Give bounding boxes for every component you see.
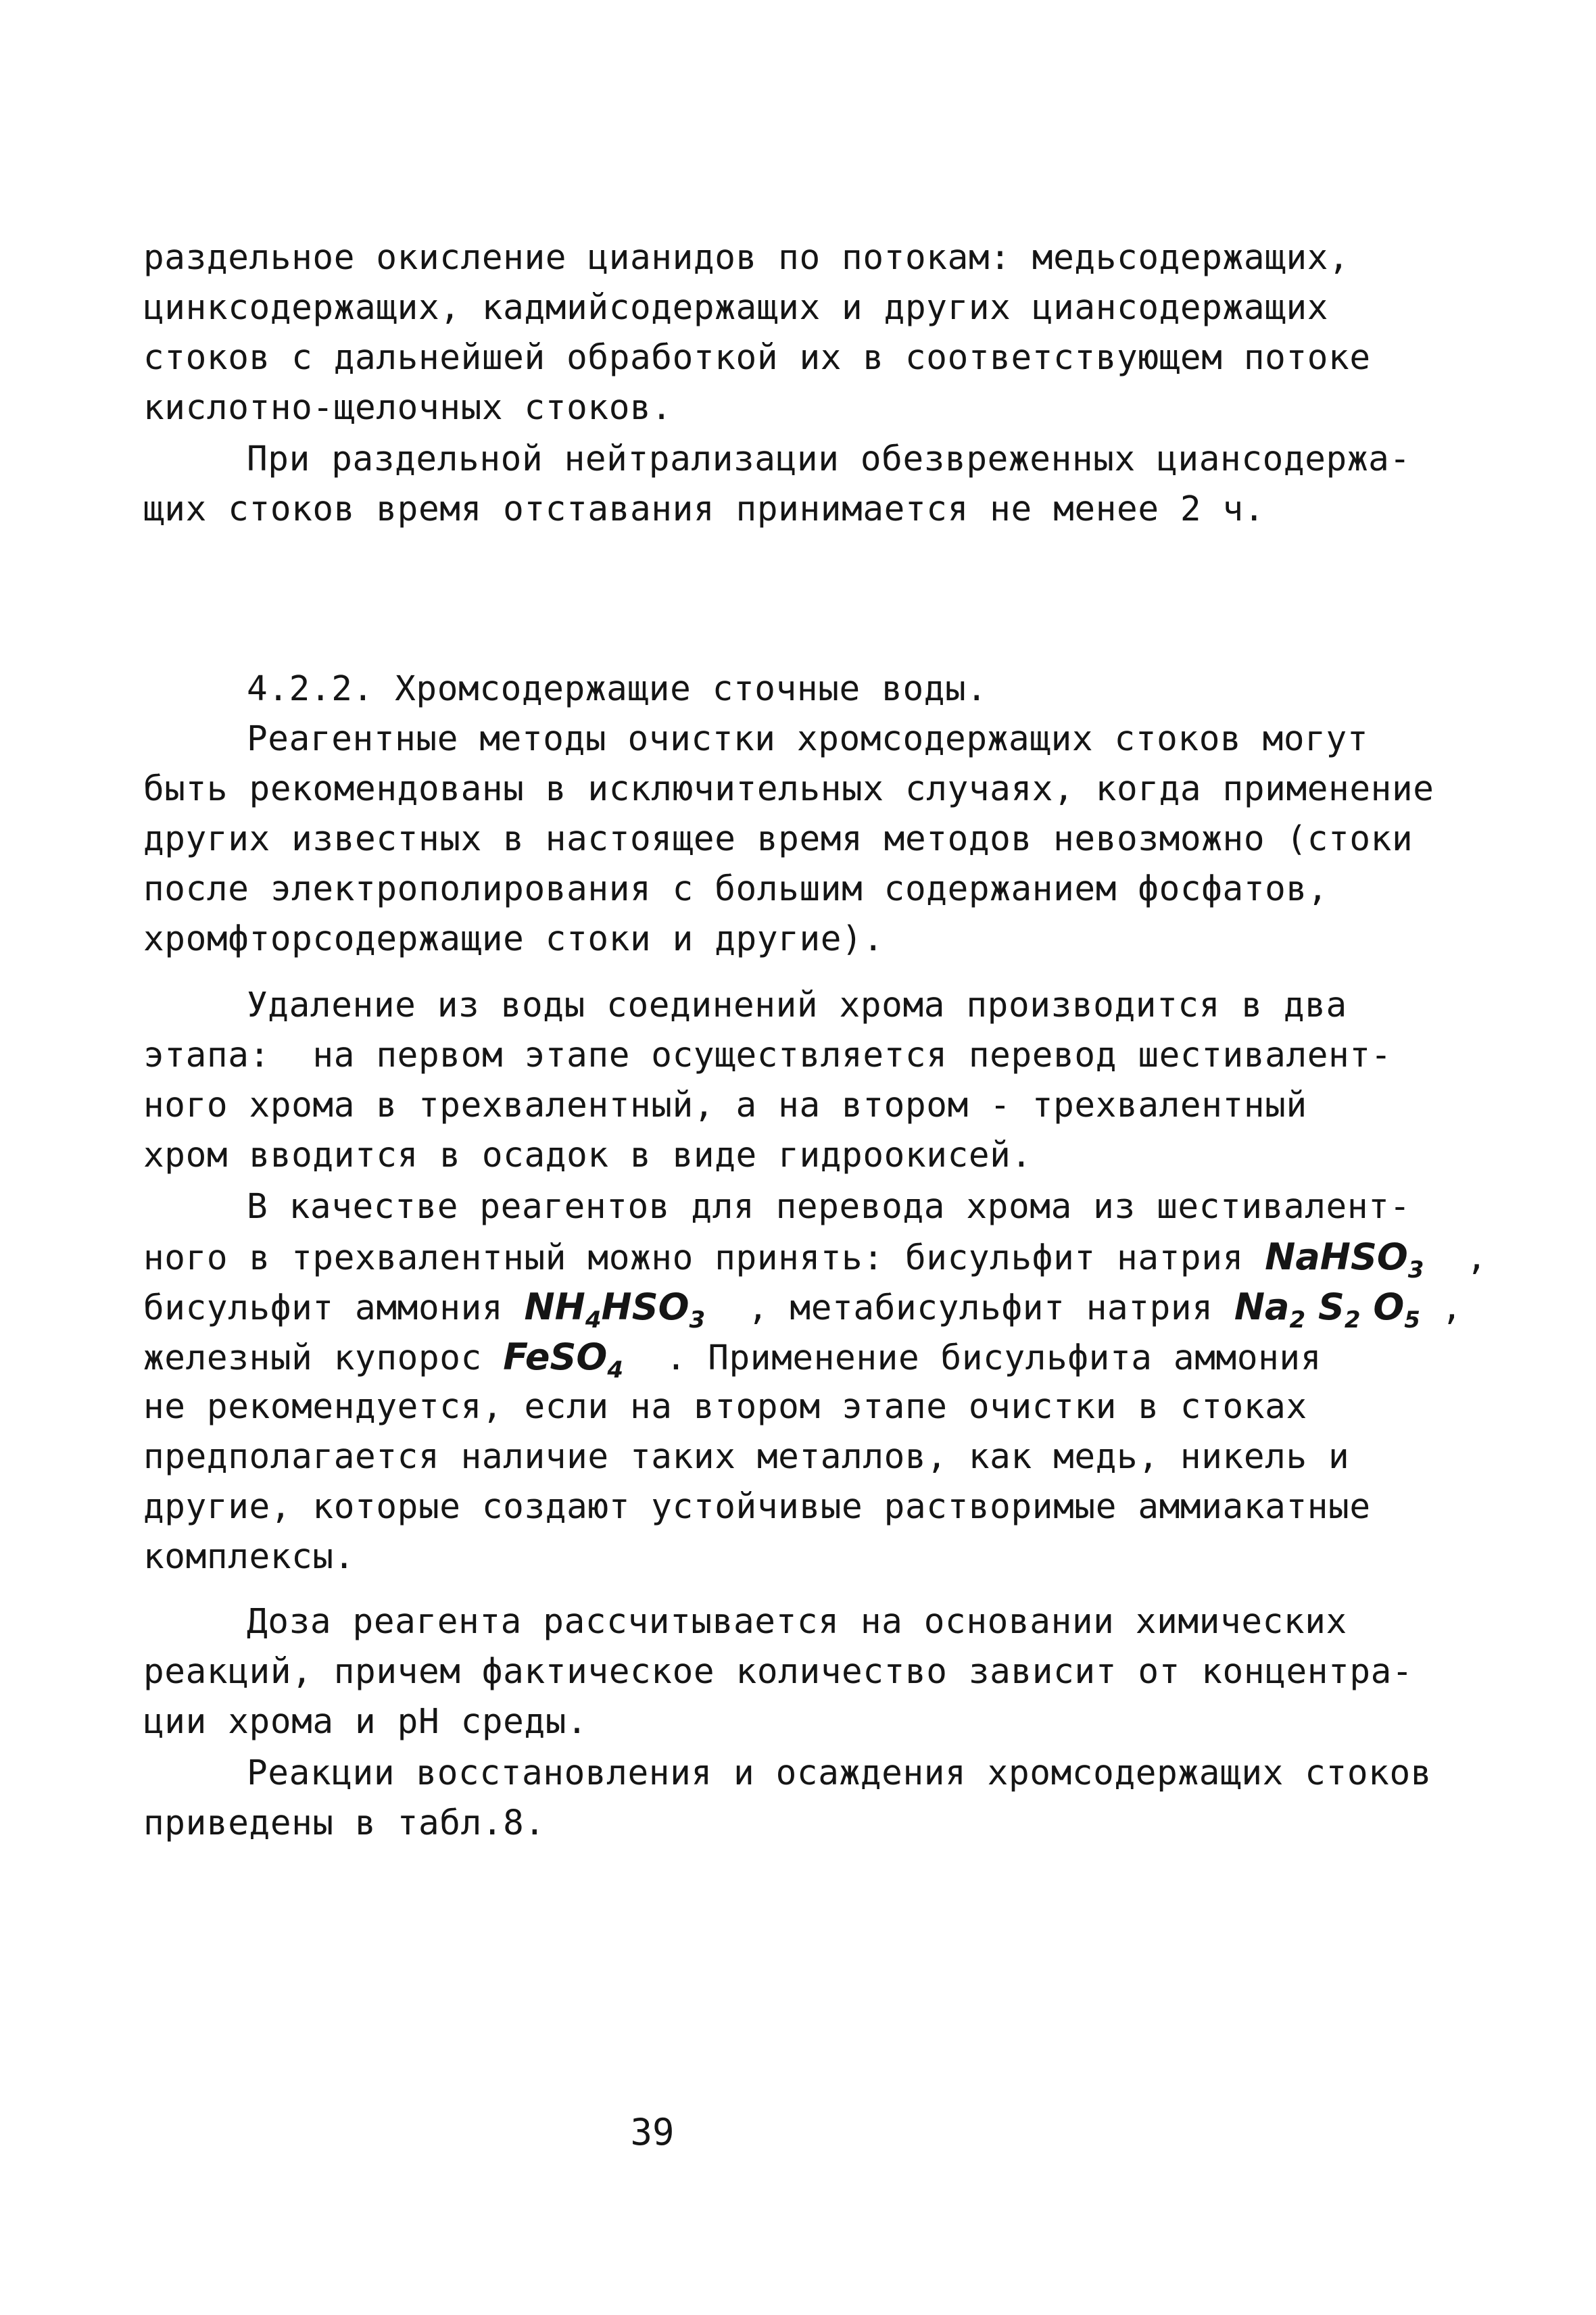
text-line: кислотно-щелочных стоков. [143, 388, 673, 428]
text-line: предполагается наличие таких металлов, как медь, никель и [143, 1437, 1350, 1477]
formula-sodium-metabisulfite: $Na_2$ $S_2$ $O_5$ [1234, 1286, 1420, 1334]
text-line: этапа: на первом этапе осуществляется перевод шестивалент- [143, 1035, 1392, 1075]
text-line: При раздельной нейтрализации обезвреженных циансодержа- [247, 439, 1411, 479]
text-run: ного в трехвалентный можно принять: бисульфит натрия [143, 1238, 1265, 1278]
text-line: приведены в табл.8. [143, 1803, 546, 1843]
text-run: железный купорос [143, 1338, 504, 1378]
text-line: другие, которые создают устойчивые растворимые аммиакатные [143, 1487, 1371, 1527]
text-line: В качестве реагентов для перевода хрома из шестивалент- [247, 1187, 1411, 1227]
text-line: реакций, причем фактическое количество зависит от концентра- [143, 1652, 1413, 1692]
text-run: , метабисульфит натрия [705, 1288, 1234, 1328]
text-line: бисульфит аммония $NH_4HSO_3$ , метабисульфит натрия $Na_2$ $S_2$ $O_5$ , [143, 1286, 1463, 1334]
text-line: Реагентные методы очистки хромсодержащих стоков могут [247, 719, 1369, 759]
text-line: хром вводится в осадок в виде гидроокисей. [143, 1136, 1032, 1175]
text-line: после электрополирования с большим содержанием фосфатов, [143, 869, 1329, 909]
formula-ammonium-bisulfite: $NH_4HSO_3$ [524, 1286, 706, 1334]
formula-ferrous-sulfate: FeSO$_4$ [503, 1336, 623, 1384]
text-line [143, 1336, 1322, 1384]
text-line: стоков с дальнейшей обработкой их в соответствующем потоке [143, 338, 1371, 378]
text-line: раздельное окисление цианидов по потокам: медьсодержащих, [143, 238, 1350, 278]
text-line: ного хрома в трехвалентный, а на втором - трехвалентный [143, 1086, 1307, 1125]
page-number: 39 [630, 2111, 675, 2153]
text-line: ции хрома и рН среды. [143, 1702, 588, 1742]
text-line: Доза реагента рассчитывается на основании химических [247, 1602, 1347, 1642]
text-line: комплексы. [143, 1537, 356, 1577]
text-line: быть рекомендованы в исключительных случаях, когда применение [143, 769, 1434, 809]
text-line: ного в трехвалентный можно принять: бисульфит натрия NaHSO$_3$ , [143, 1236, 1488, 1284]
text-line: цинксодержащих, кадмийсодержащих и других циансодержащих [143, 288, 1329, 328]
section-heading: 4.2.2. Хромсодержащие сточные воды. [247, 669, 988, 709]
text-line: щих стоков время отставания принимается не менее 2 ч. [143, 489, 1265, 529]
formula-sodium-bisulfite: NaHSO$_3$ [1265, 1236, 1424, 1284]
text-line: других известных в настоящее время методов невозможно (стоки [143, 819, 1413, 859]
text-line: не рекомендуется, если на втором этапе очистки в стоках [143, 1387, 1307, 1427]
text-line: Реакции восстановления и осаждения хромсодержащих стоков [247, 1753, 1432, 1793]
text-line: Удаление из воды соединений хрома производится в два [247, 985, 1347, 1025]
text-line: хромфторсодержащие стоки и другие). [143, 919, 884, 959]
text-run: бисульфит аммония [143, 1288, 525, 1328]
text-run: . Применение бисульфита аммония [623, 1338, 1322, 1378]
